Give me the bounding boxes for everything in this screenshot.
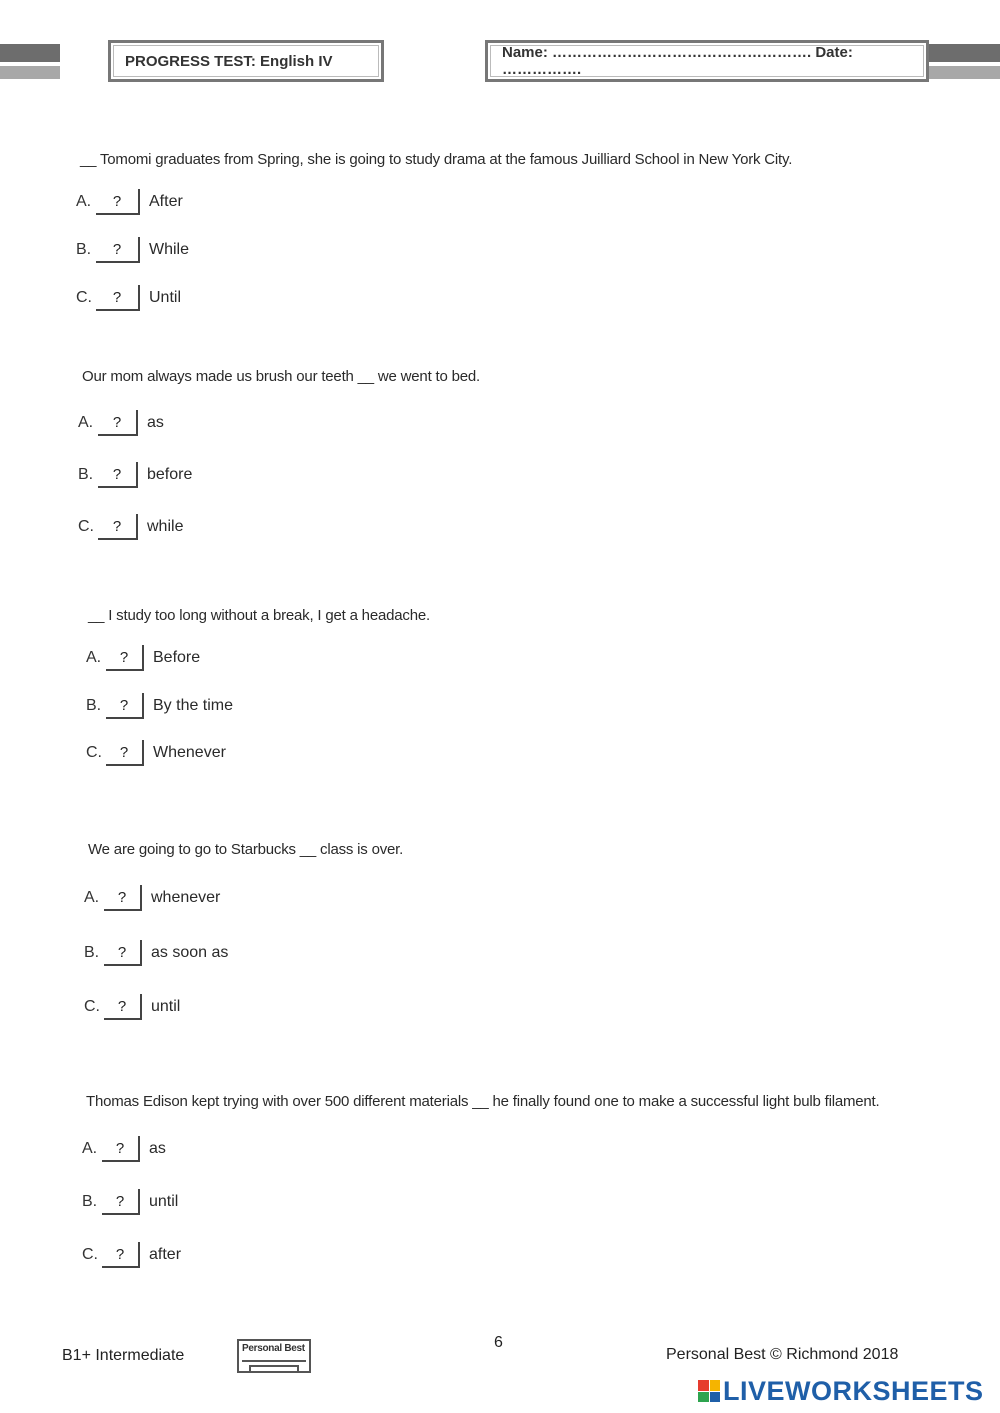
answer-box[interactable]: ?	[104, 994, 142, 1020]
option-c[interactable]	[78, 513, 183, 541]
test-title: PROGRESS TEST: English IV	[125, 52, 333, 70]
option-label: as soon as	[151, 944, 229, 961]
watermark-text: LIVEWORKSHEETS	[723, 1375, 984, 1406]
option-label: as	[149, 1140, 166, 1157]
option-b[interactable]	[84, 939, 228, 967]
option-letter: C.	[84, 998, 100, 1015]
name-date-field: Name: ……………………………………………. Date: …………….	[502, 44, 853, 78]
option-letter: A.	[84, 889, 100, 906]
answer-box[interactable]: ?	[106, 693, 144, 719]
header-bar-right	[928, 44, 1000, 80]
answer-box[interactable]: ?	[96, 237, 140, 263]
personal-best-logo	[237, 1339, 311, 1373]
option-label: until	[149, 1193, 179, 1210]
option-label: Before	[153, 649, 201, 666]
copyright-text: Personal Best © Richmond 2018	[666, 1346, 899, 1363]
test-title-box	[108, 40, 384, 82]
name-date-box	[485, 40, 929, 82]
question-text: Thomas Edison kept trying with over 500 different materials __ he finally found one to make a successful light bulb filament.	[86, 1093, 880, 1110]
question-text: __ I study too long without a break, I get a headache.	[88, 607, 430, 624]
liveworksheets-logo-icon	[698, 1380, 720, 1402]
option-label: whenever	[151, 889, 221, 906]
option-label: before	[147, 466, 193, 483]
answer-box[interactable]: ?	[106, 740, 144, 766]
header-bar-left	[0, 44, 60, 80]
answer-box[interactable]: ?	[104, 940, 142, 966]
option-letter: C.	[86, 744, 102, 761]
option-b[interactable]	[76, 236, 189, 264]
option-letter: B.	[76, 241, 92, 258]
option-c[interactable]	[84, 993, 180, 1021]
option-letter: B.	[84, 944, 100, 961]
option-a[interactable]	[82, 1135, 166, 1163]
option-letter: B.	[82, 1193, 98, 1210]
option-letter: C.	[78, 518, 94, 535]
answer-box[interactable]: ?	[98, 410, 138, 436]
option-letter: B.	[78, 466, 94, 483]
answer-box[interactable]: ?	[102, 1242, 140, 1268]
option-label: while	[147, 518, 184, 535]
option-label: until	[151, 998, 181, 1015]
option-a[interactable]	[86, 644, 200, 672]
option-letter: A.	[82, 1140, 98, 1157]
option-letter: C.	[76, 289, 92, 306]
answer-box[interactable]: ?	[96, 285, 140, 311]
option-letter: A.	[86, 649, 102, 666]
option-c[interactable]	[86, 739, 226, 767]
option-b[interactable]	[82, 1188, 178, 1216]
option-label: Until	[149, 289, 182, 306]
answer-box[interactable]: ?	[96, 189, 140, 215]
option-a[interactable]	[78, 409, 164, 437]
answer-box[interactable]: ?	[106, 645, 144, 671]
option-label: as	[147, 414, 164, 431]
option-letter: C.	[82, 1246, 98, 1263]
page-number: 6	[494, 1334, 503, 1351]
liveworksheets-watermark	[698, 1376, 984, 1406]
option-label: While	[149, 241, 190, 258]
option-b[interactable]	[78, 461, 192, 489]
answer-box[interactable]: ?	[98, 514, 138, 540]
answer-box[interactable]: ?	[98, 462, 138, 488]
answer-box[interactable]: ?	[102, 1136, 140, 1162]
question-text: We are going to go to Starbucks __ class is over.	[88, 841, 404, 858]
option-letter: A.	[76, 193, 92, 210]
option-letter: A.	[78, 414, 94, 431]
logo-text: Personal Best	[242, 1343, 305, 1354]
option-label: after	[149, 1246, 182, 1263]
option-a[interactable]	[76, 188, 183, 216]
question-text: __ Tomomi graduates from Spring, she is going to study drama at the famous Juilliard School in New York City.	[80, 151, 793, 168]
option-b[interactable]	[86, 692, 233, 720]
option-label: Whenever	[153, 744, 226, 761]
option-c[interactable]	[82, 1241, 181, 1269]
option-label: By the time	[153, 697, 234, 714]
option-label: After	[149, 193, 183, 210]
answer-box[interactable]: ?	[102, 1189, 140, 1215]
option-c[interactable]	[76, 284, 181, 312]
option-letter: B.	[86, 697, 102, 714]
question-text: Our mom always made us brush our teeth __ we went to bed.	[82, 368, 480, 385]
level-label: B1+ Intermediate	[62, 1347, 185, 1364]
answer-box[interactable]: ?	[104, 885, 142, 911]
option-a[interactable]	[84, 884, 220, 912]
